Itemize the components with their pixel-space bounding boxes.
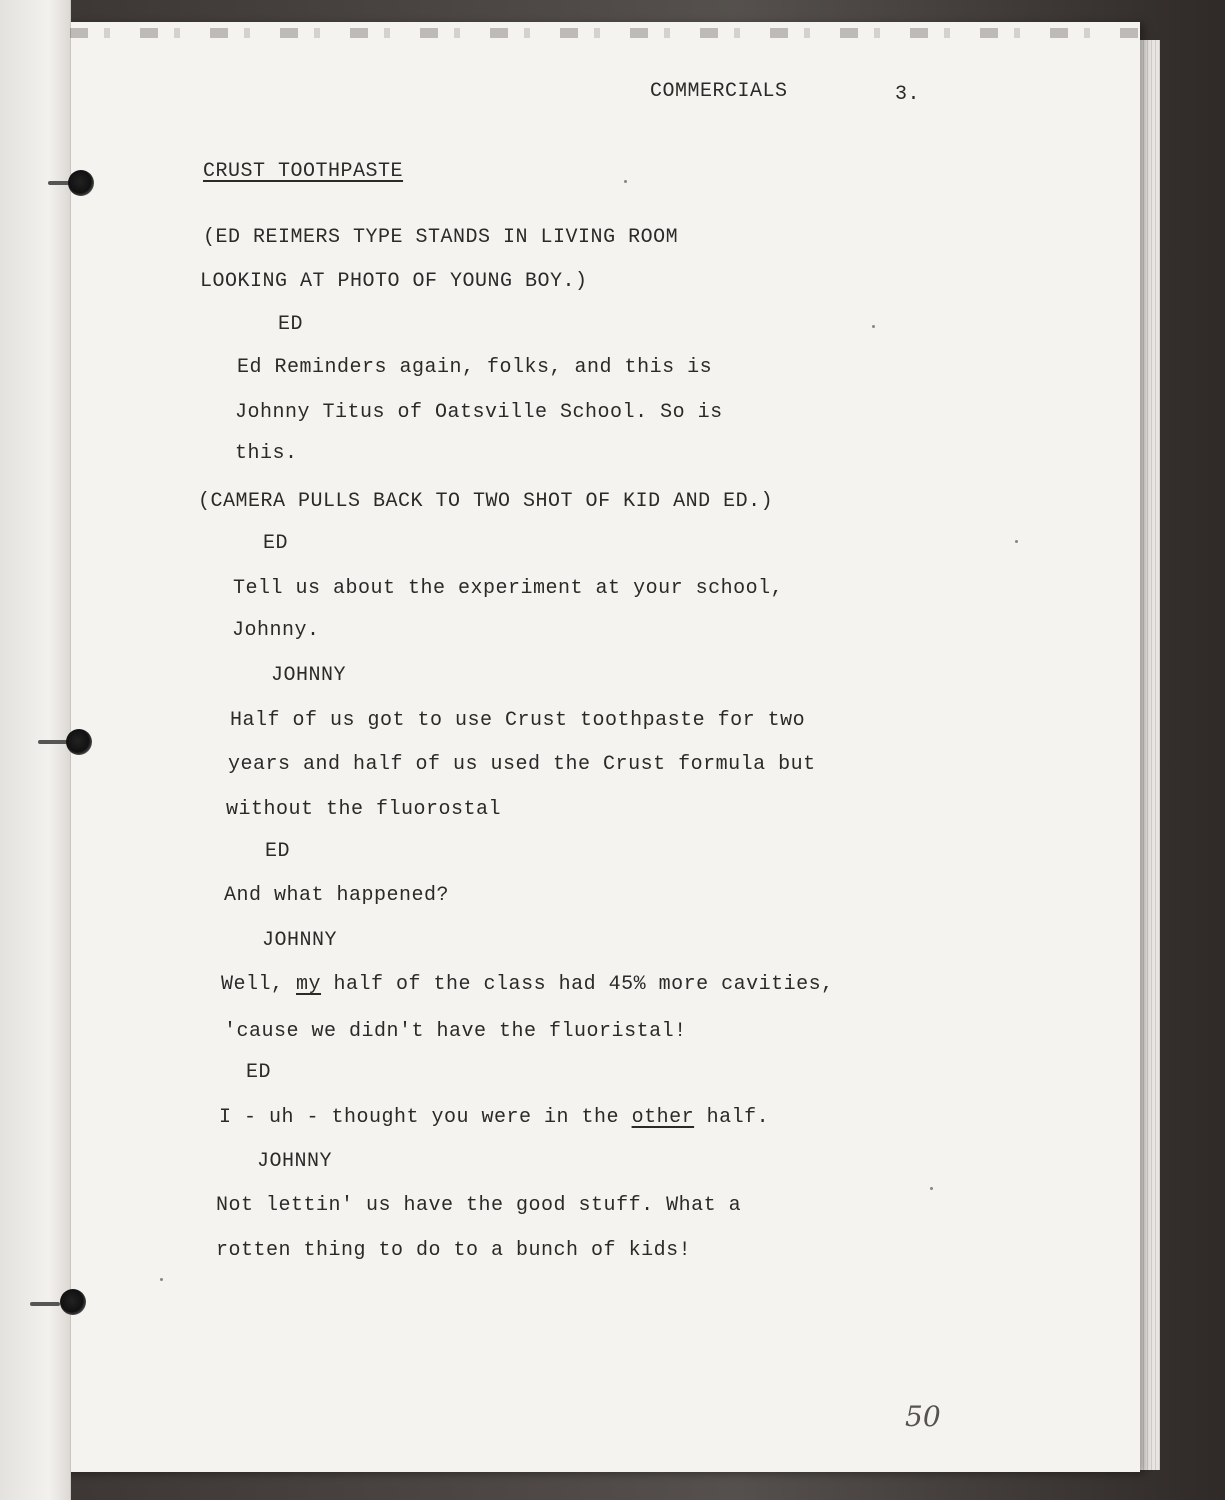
paper-speck <box>872 325 875 328</box>
dialogue-line: years and half of us used the Crust formula but <box>228 753 816 776</box>
dialogue-line <box>221 973 834 996</box>
speaker-ed: ED <box>265 840 291 863</box>
dialogue-line: Johnny. <box>232 619 320 642</box>
dialogue-line: And what happened? <box>224 884 450 907</box>
binder-ring-wire-middle <box>38 740 68 744</box>
dialogue-text: half of the class had 45% more cavities, <box>321 973 834 996</box>
speaker-johnny: JOHNNY <box>262 929 338 952</box>
commercial-title: CRUST TOOTHPASTE <box>203 160 404 183</box>
binder-ring-middle <box>66 729 92 755</box>
stage-direction-1: (ED REIMERS TYPE STANDS IN LIVING ROOM <box>203 226 679 249</box>
speaker-ed: ED <box>278 313 304 336</box>
speaker-johnny: JOHNNY <box>257 1150 333 1173</box>
dialogue-text: Well, <box>221 973 297 996</box>
stage-direction-2: LOOKING AT PHOTO OF YOUNG BOY.) <box>200 270 588 293</box>
handwritten-page-number: 50 <box>905 1400 941 1433</box>
speaker-ed: ED <box>263 532 289 555</box>
binder-ring-top <box>68 170 94 196</box>
section-header: COMMERCIALS <box>650 80 788 103</box>
binder-ring-bottom <box>60 1289 86 1315</box>
paper-speck <box>1015 540 1018 543</box>
paper-speck <box>160 1278 163 1281</box>
dialogue-text: half. <box>694 1106 770 1129</box>
paper-speck <box>624 180 627 183</box>
dialogue-line <box>219 1106 769 1129</box>
dialogue-line: Tell us about the experiment at your school, <box>233 577 784 600</box>
speaker-johnny: JOHNNY <box>271 664 347 687</box>
underlined-word-my: my <box>296 973 322 996</box>
stage-direction-3: (CAMERA PULLS BACK TO TWO SHOT OF KID AND ED.) <box>198 490 774 513</box>
page-number: 3. <box>895 83 921 106</box>
dialogue-line: Not lettin' us have the good stuff. What a <box>216 1194 742 1217</box>
dialogue-line: rotten thing to do to a bunch of kids! <box>216 1239 692 1262</box>
dialogue-line: Half of us got to use Crust toothpaste for two <box>230 709 806 732</box>
top-edge-smudge <box>70 28 1150 38</box>
dialogue-line: 'cause we didn't have the fluoristal! <box>224 1020 687 1043</box>
page-stack-edge <box>1140 40 1160 1470</box>
dialogue-line: Johnny Titus of Oatsville School. So is <box>235 401 723 424</box>
paper-speck <box>930 1187 933 1190</box>
left-page-leaf <box>0 0 71 1500</box>
dialogue-line: Ed Reminders again, folks, and this is <box>237 356 713 379</box>
dialogue-line: without the fluorostal <box>226 798 502 821</box>
binder-ring-wire-bottom <box>30 1302 60 1306</box>
speaker-ed: ED <box>246 1061 272 1084</box>
dialogue-line: this. <box>235 442 298 465</box>
underlined-word-other: other <box>631 1106 695 1129</box>
dialogue-text: I - uh - thought you were in the <box>219 1106 632 1129</box>
